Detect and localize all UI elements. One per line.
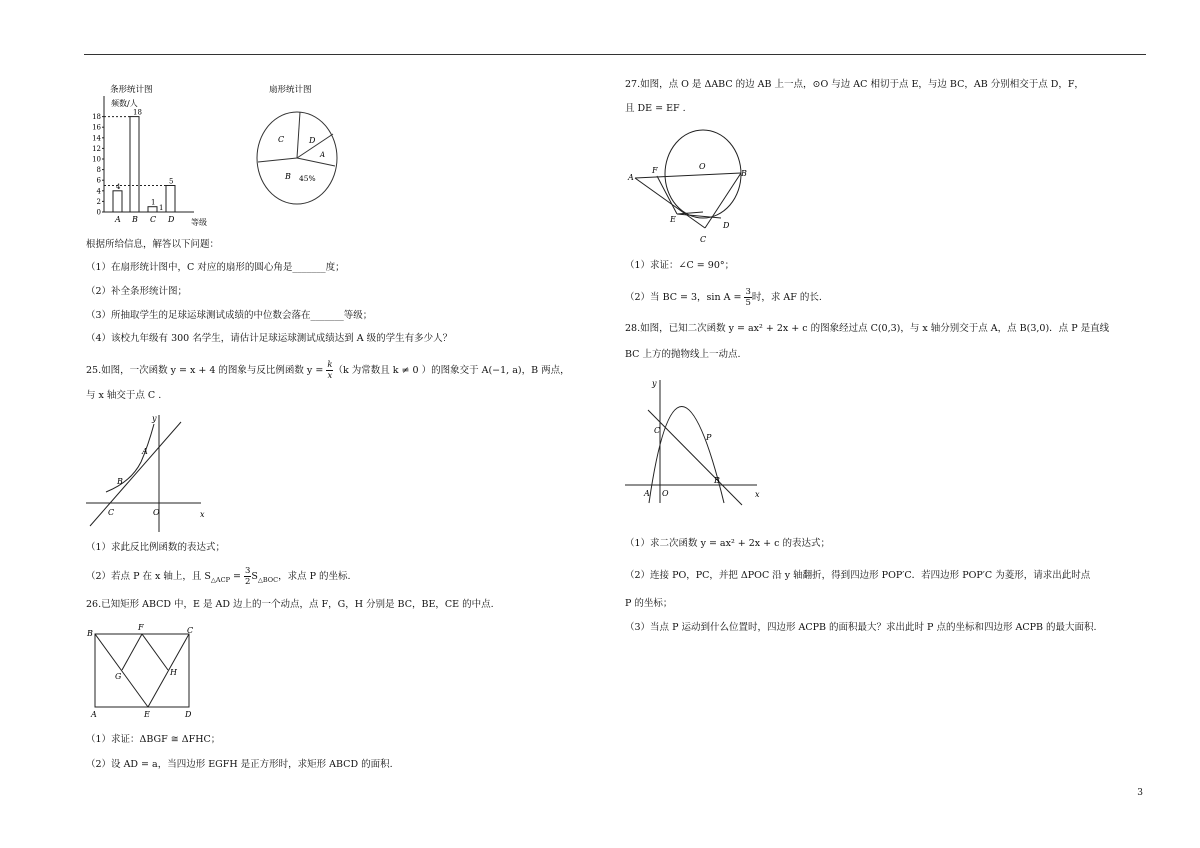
q24-part4: （4）该校九年级有 300 名学生，请估计足球运球测试成绩达到 A 级的学生有多少人？ (86, 333, 453, 344)
q27-part2 (625, 287, 822, 308)
q28-figure (622, 375, 762, 515)
bar-chart-title: 条形统计图 (110, 85, 153, 95)
q25-part2-c: ，求点 P 的坐标. (278, 571, 351, 582)
q25-part2-a: （2）若点 P 在 x 轴上，且 S (86, 571, 211, 582)
q25-label-b: B (117, 477, 123, 486)
q28-label-p: P (706, 433, 712, 442)
pie-chart-title: 扇形统计图 (269, 85, 312, 95)
q28-part3: （3）当点 P 运动到什么位置时，四边形 ACPB 的面积最大？求出此时 P 点的坐标和四边形 ACPB 的最大面积. (625, 622, 1097, 633)
q27-seg-ab (635, 173, 741, 178)
q28-part2-cont: P 的坐标； (625, 598, 673, 609)
bar-y-tick-label: 12 (92, 144, 101, 153)
q27-label-o: O (699, 162, 706, 171)
q26-part2: （2）设 AD = a，当四边形 EGFH 是正方形时，求矩形 ABCD 的面积. (86, 759, 393, 770)
q27-part1: （1）求证：∠C = 90°； (625, 260, 735, 271)
q27-stem-line2: 且 DE = EF . (625, 103, 686, 114)
bar-value-label: 1 (151, 198, 156, 207)
q27-label-f: F (652, 166, 658, 175)
q24-intro: 根据所给信息，解答以下问题： (86, 239, 220, 250)
bar-y-tick-label: 18 (92, 113, 101, 122)
q27-part2-a: （2）当 BC = 3，sin A = (625, 292, 745, 303)
q28-label-b: B (714, 476, 720, 485)
q25-label-x: x (200, 510, 205, 519)
q28-label-y: y (652, 379, 657, 388)
bar-category-label: D (168, 215, 175, 224)
q25-stem-b: （k 为常数且 k ≠ 0 ）的图象交于 A(−1, a)，B 两点， (333, 365, 570, 376)
q26-stem: 26.已知矩形 ABCD 中，E 是 AD 边上的一个动点，点 F，G，H 分别是 BC，BE，CE 的中点. (86, 599, 494, 610)
bar-y-tick-label: 2 (96, 197, 101, 206)
q24-part3: （3）所抽取学生的足球运球测试成绩的中位数会落在_______等级； (86, 310, 373, 321)
q26-seg-fh (142, 634, 168, 670)
bar-chart (88, 80, 218, 230)
q26-seg-be (95, 634, 148, 707)
pie-label-c: C (278, 135, 285, 144)
bar-value-label: 18 (133, 108, 142, 117)
q25-stem-line1 (86, 360, 570, 381)
bar-c (148, 207, 157, 212)
q25-label-o: O (153, 508, 160, 517)
pie-label-a: A (320, 151, 326, 159)
pie-divider-2 (297, 112, 300, 158)
page-number: 3 (1137, 788, 1143, 798)
q25-part2-b: S (251, 571, 258, 582)
bar-a (113, 191, 122, 212)
bar-d (166, 186, 175, 213)
bar-y-tick-label: 10 (92, 155, 101, 164)
q27-seg-fe (657, 176, 677, 214)
q25-stem-line2: 与 x 轴交于点 C . (86, 390, 162, 401)
q25-part2-den: 2 (244, 577, 251, 587)
q28-part2: （2）连接 PO，PC，并把 ΔPOC 沿 y 轴翻折，得到四边形 POP′C．若四边形 POP′C 为菱形，请求出此时点 (625, 570, 1091, 581)
q27-label-b: B (741, 169, 747, 178)
q25-hyperbola (106, 424, 154, 492)
q26-label-c: C (187, 626, 194, 635)
q25-label-a: A (142, 447, 148, 456)
q24-part2: （2）补全条形统计图； (86, 286, 188, 297)
bar-y-tick-label: 6 (96, 176, 101, 185)
bar-y-tick-label: 8 (96, 166, 101, 175)
q28-stem-line2: BC 上方的抛物线上一动点. (625, 349, 741, 360)
bar-value-label: 4 (116, 182, 121, 191)
q24-part1: （1）在扇形统计图中，C 对应的扇形的圆心角是_______度； (86, 262, 345, 273)
q27-seg-bc (705, 173, 741, 228)
bar-value-label: 5 (169, 177, 174, 186)
q25-part2-sub1: △ACP (210, 576, 230, 584)
bar-y-tick-label: 4 (96, 187, 101, 196)
bar-chart-xlabel: 等级 (191, 218, 207, 227)
pie-percent-label: 45% (299, 174, 316, 183)
pie-divider-4 (297, 158, 335, 166)
q26-label-b: B (87, 629, 93, 638)
q28-stem-line1: 28.如图，已知二次函数 y = ax² + 2x + c 的图象经过点 C(0,3)，与 x 轴分别交于点 A，点 B(3,0)．点 P 是直线 (625, 323, 1110, 334)
q28-label-c: C (654, 426, 661, 435)
q26-label-h: H (170, 668, 177, 677)
q27-label-e: E (670, 215, 676, 224)
q25-part2-sub2: △BOC (257, 576, 279, 584)
bar-y-tick-label: 0 (96, 208, 101, 217)
q25-part2 (86, 566, 351, 587)
q27-label-a: A (628, 173, 634, 182)
bar-category-label: A (115, 215, 121, 224)
q27-label-c: C (700, 235, 707, 244)
pie-divider-1 (258, 158, 297, 162)
bar-category-label: C (150, 215, 157, 224)
q27-part2-num: 3 (745, 287, 751, 297)
q28-label-a: A (644, 489, 650, 498)
q27-part2-b: 时，求 AF 的长. (751, 292, 822, 303)
q27-stem-line1: 27.如图，点 O 是 ΔABC 的边 AB 上一点，⊙O 与边 AC 相切于点 E，与边 BC，AB 分别相交于点 D，F， (625, 79, 1084, 90)
q27-figure (625, 130, 755, 245)
q25-frac-num: k (327, 360, 333, 370)
q25-figure (86, 410, 216, 535)
q28-label-x: x (755, 490, 760, 499)
q27-part2-den: 5 (745, 298, 751, 308)
bar-extra-label: 1 (159, 204, 164, 212)
q27-label-d: D (723, 221, 730, 230)
q26-seg-ce (148, 634, 189, 707)
q26-label-f: F (138, 623, 144, 632)
q25-label-y: y (152, 414, 157, 423)
q25-part2-eq: = (229, 571, 244, 582)
q27-seg-ef (677, 212, 703, 214)
q26-seg-fg (122, 634, 142, 670)
bar-category-label: B (132, 215, 138, 224)
q25-part2-num: 3 (244, 566, 251, 576)
q25-label-c: C (108, 508, 115, 517)
q26-label-e: E (144, 710, 150, 719)
bar-b (130, 117, 139, 212)
pie-chart (253, 80, 353, 210)
q25-frac-den: x (327, 371, 333, 381)
pie-label-b: B (285, 172, 291, 181)
bar-y-tick-label: 14 (92, 134, 101, 143)
bar-chart-ylabel: 频数/人 (111, 99, 138, 108)
q26-figure (86, 622, 201, 717)
pie-label-d: D (309, 136, 316, 145)
q26-label-g: G (115, 672, 122, 681)
header-rule (84, 54, 1146, 55)
q26-part1: （1）求证：ΔBGF ≅ ΔFHC； (86, 734, 221, 745)
q26-label-d: D (185, 710, 192, 719)
q25-stem-a: 25.如图，一次函数 y = x + 4 的图象与反比例函数 y = (86, 365, 327, 376)
q26-label-a: A (91, 710, 97, 719)
q28-part1: （1）求二次函数 y = ax² + 2x + c 的表达式； (625, 538, 831, 549)
q25-part1: （1）求此反比例函数的表达式； (86, 542, 226, 553)
q28-label-o: O (662, 489, 669, 498)
q25-linear-line (90, 422, 181, 526)
bar-y-tick-label: 16 (92, 123, 101, 132)
